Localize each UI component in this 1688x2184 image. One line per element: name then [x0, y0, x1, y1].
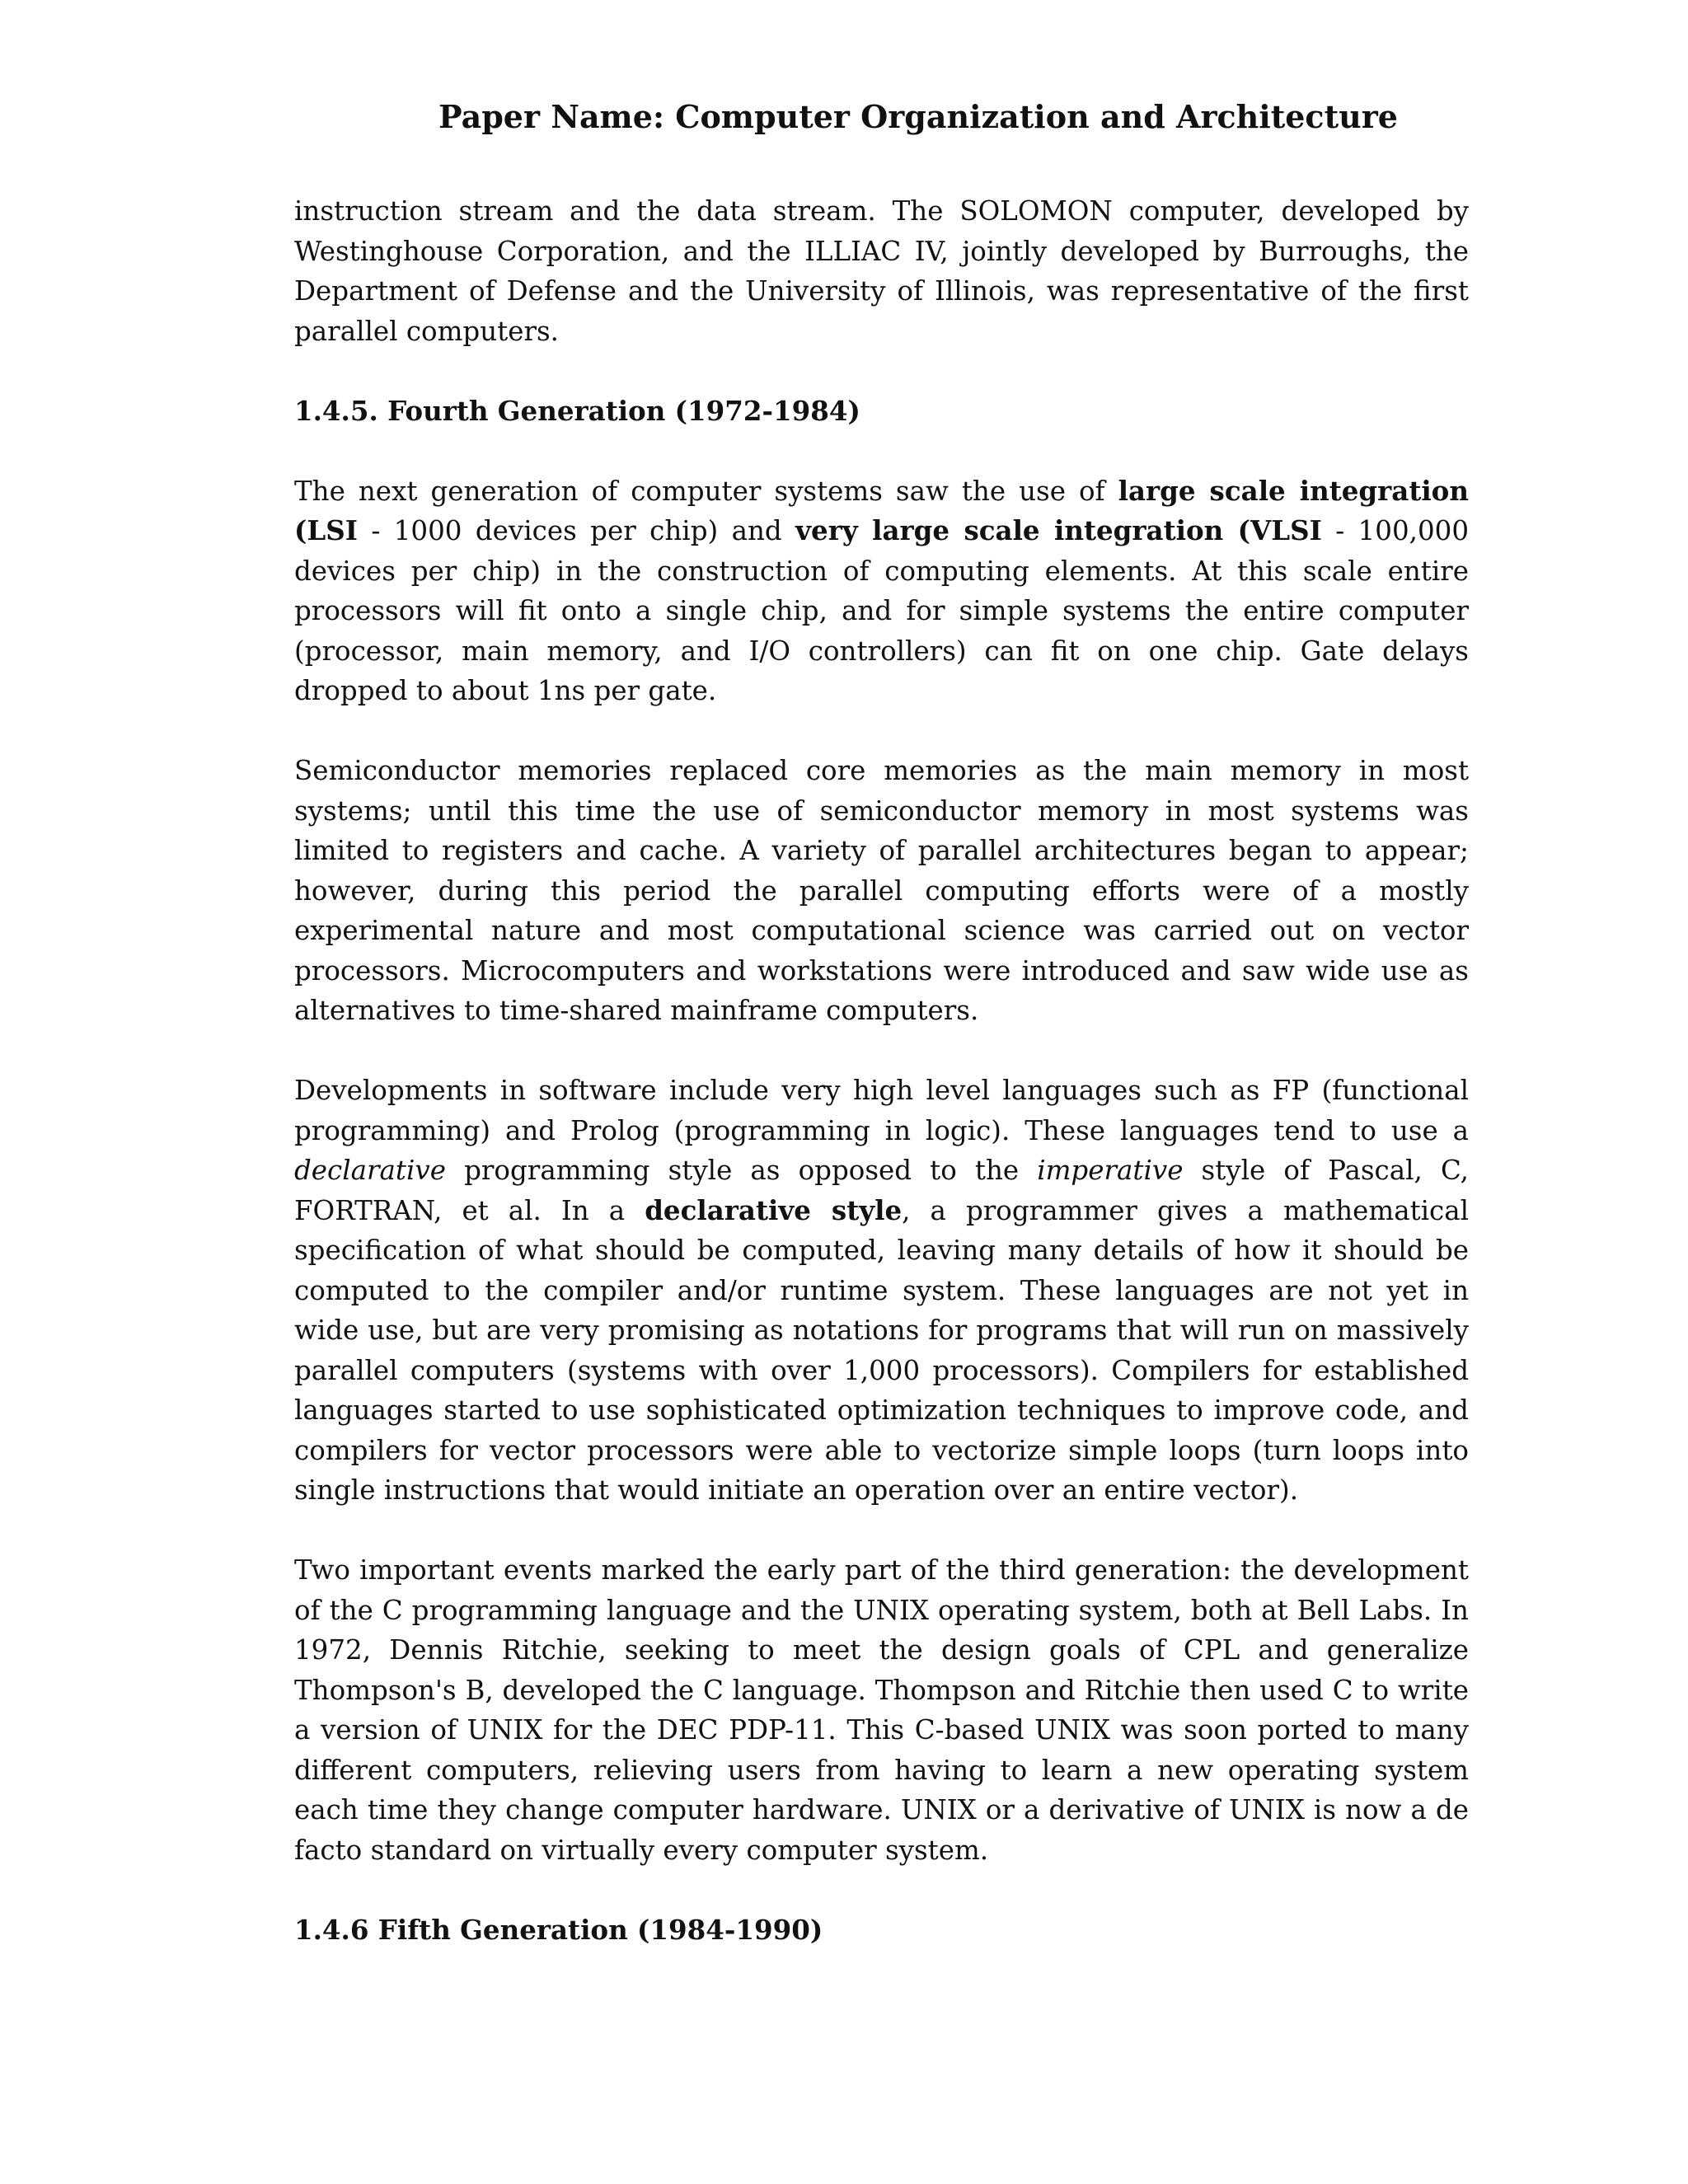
italic-term-imperative: imperative — [1037, 1155, 1184, 1186]
paragraph-c-and-unix: Two important events marked the early part of the third generation: the development of the C programming language and the UNIX operating system, both at Bell Labs. In 1972, Dennis Ritchie, seeking to meet the design goals of CPL and generalize Thompson's B, developed the C language. Thompson and Ritchie then used C to write a version of UNIX for the DEC PDP-11. This C-based UNIX was soon ported to many different computers, relieving users from having to learn a new operating system each time they change computer hardware. UNIX or a derivative of UNIX is now a de facto standard on virtually every computer system. — [294, 1554, 1469, 1866]
paragraph-lsi-vlsi — [294, 471, 1469, 711]
bold-term-lsi: large scale integration (LSI — [294, 474, 1469, 546]
section-heading-fifth-generation: 1.4.6 Fifth Generation (1984-1990) — [294, 1913, 823, 1946]
text-run: Developments in software include very high level languages such as FP (functional programming) and Prolog (programming in logic). These languages tend to use a — [294, 1075, 1469, 1146]
text-run: - 1000 devices per chip) and — [357, 515, 796, 546]
text-run: - 100,000 devices per chip) in the construction of computing elements. At this scale entire processors will fit onto a single chip, and for simple systems the entire computer (processor, main memory, and I/O controllers) can fit on one chip. Gate delays dropped to about 1ns per gate. — [294, 515, 1469, 706]
section-heading-fourth-generation: 1.4.5. Fourth Generation (1972-1984) — [294, 394, 860, 427]
text-run: , a programmer gives a mathematical specification of what should be computed, leaving many details of how it should be computed to the compiler and/or runtime system. These languages are not yet in wide use, but are very promising as notations for programs that will run on massively parallel computers (systems with over 1,000 processors). Compilers for established languages started to use sophisticated optimization techniques to improve code, and compilers for vector processors were able to vectorize simple loops (turn loops into single instructions that would initiate an operation over an entire vector). — [294, 1194, 1469, 1506]
paragraph-parallel-computers: instruction stream and the data stream. The SOLOMON computer, developed by Westinghouse Corporation, and the ILLIAC IV, jointly developed by Burroughs, the Department of Defense and the University of Illinois, was representative of the first parallel computers. — [294, 195, 1469, 347]
bold-term-declarative-style: declarative style — [645, 1193, 903, 1226]
text-run: programming style as opposed to the — [445, 1155, 1038, 1186]
paragraph-semiconductor-memories: Semiconductor memories replaced core memories as the main memory in most systems; until this time the use of semiconductor memory in most systems was limited to registers and cache. A variety of parallel architectures began to appear; however, during this period the parallel computing efforts were of a mostly experimental nature and most computational science was carried out on vector processors. Microcomputers and workstations were introduced and saw wide use as alternatives to time-shared mainframe computers. — [294, 755, 1469, 1026]
text-run: style of Pascal, C, FORTRAN, et al. In a — [294, 1155, 1469, 1226]
bold-term-vlsi: very large scale integration (VLSI — [795, 514, 1322, 546]
text-run: The next generation of computer systems saw the use of — [294, 475, 1118, 507]
italic-term-declarative: declarative — [294, 1155, 446, 1186]
paragraph-software-developments — [294, 1071, 1469, 1511]
page-header-title: Paper Name: Computer Organization and Architecture — [438, 98, 1398, 135]
document-body — [294, 191, 1469, 1990]
